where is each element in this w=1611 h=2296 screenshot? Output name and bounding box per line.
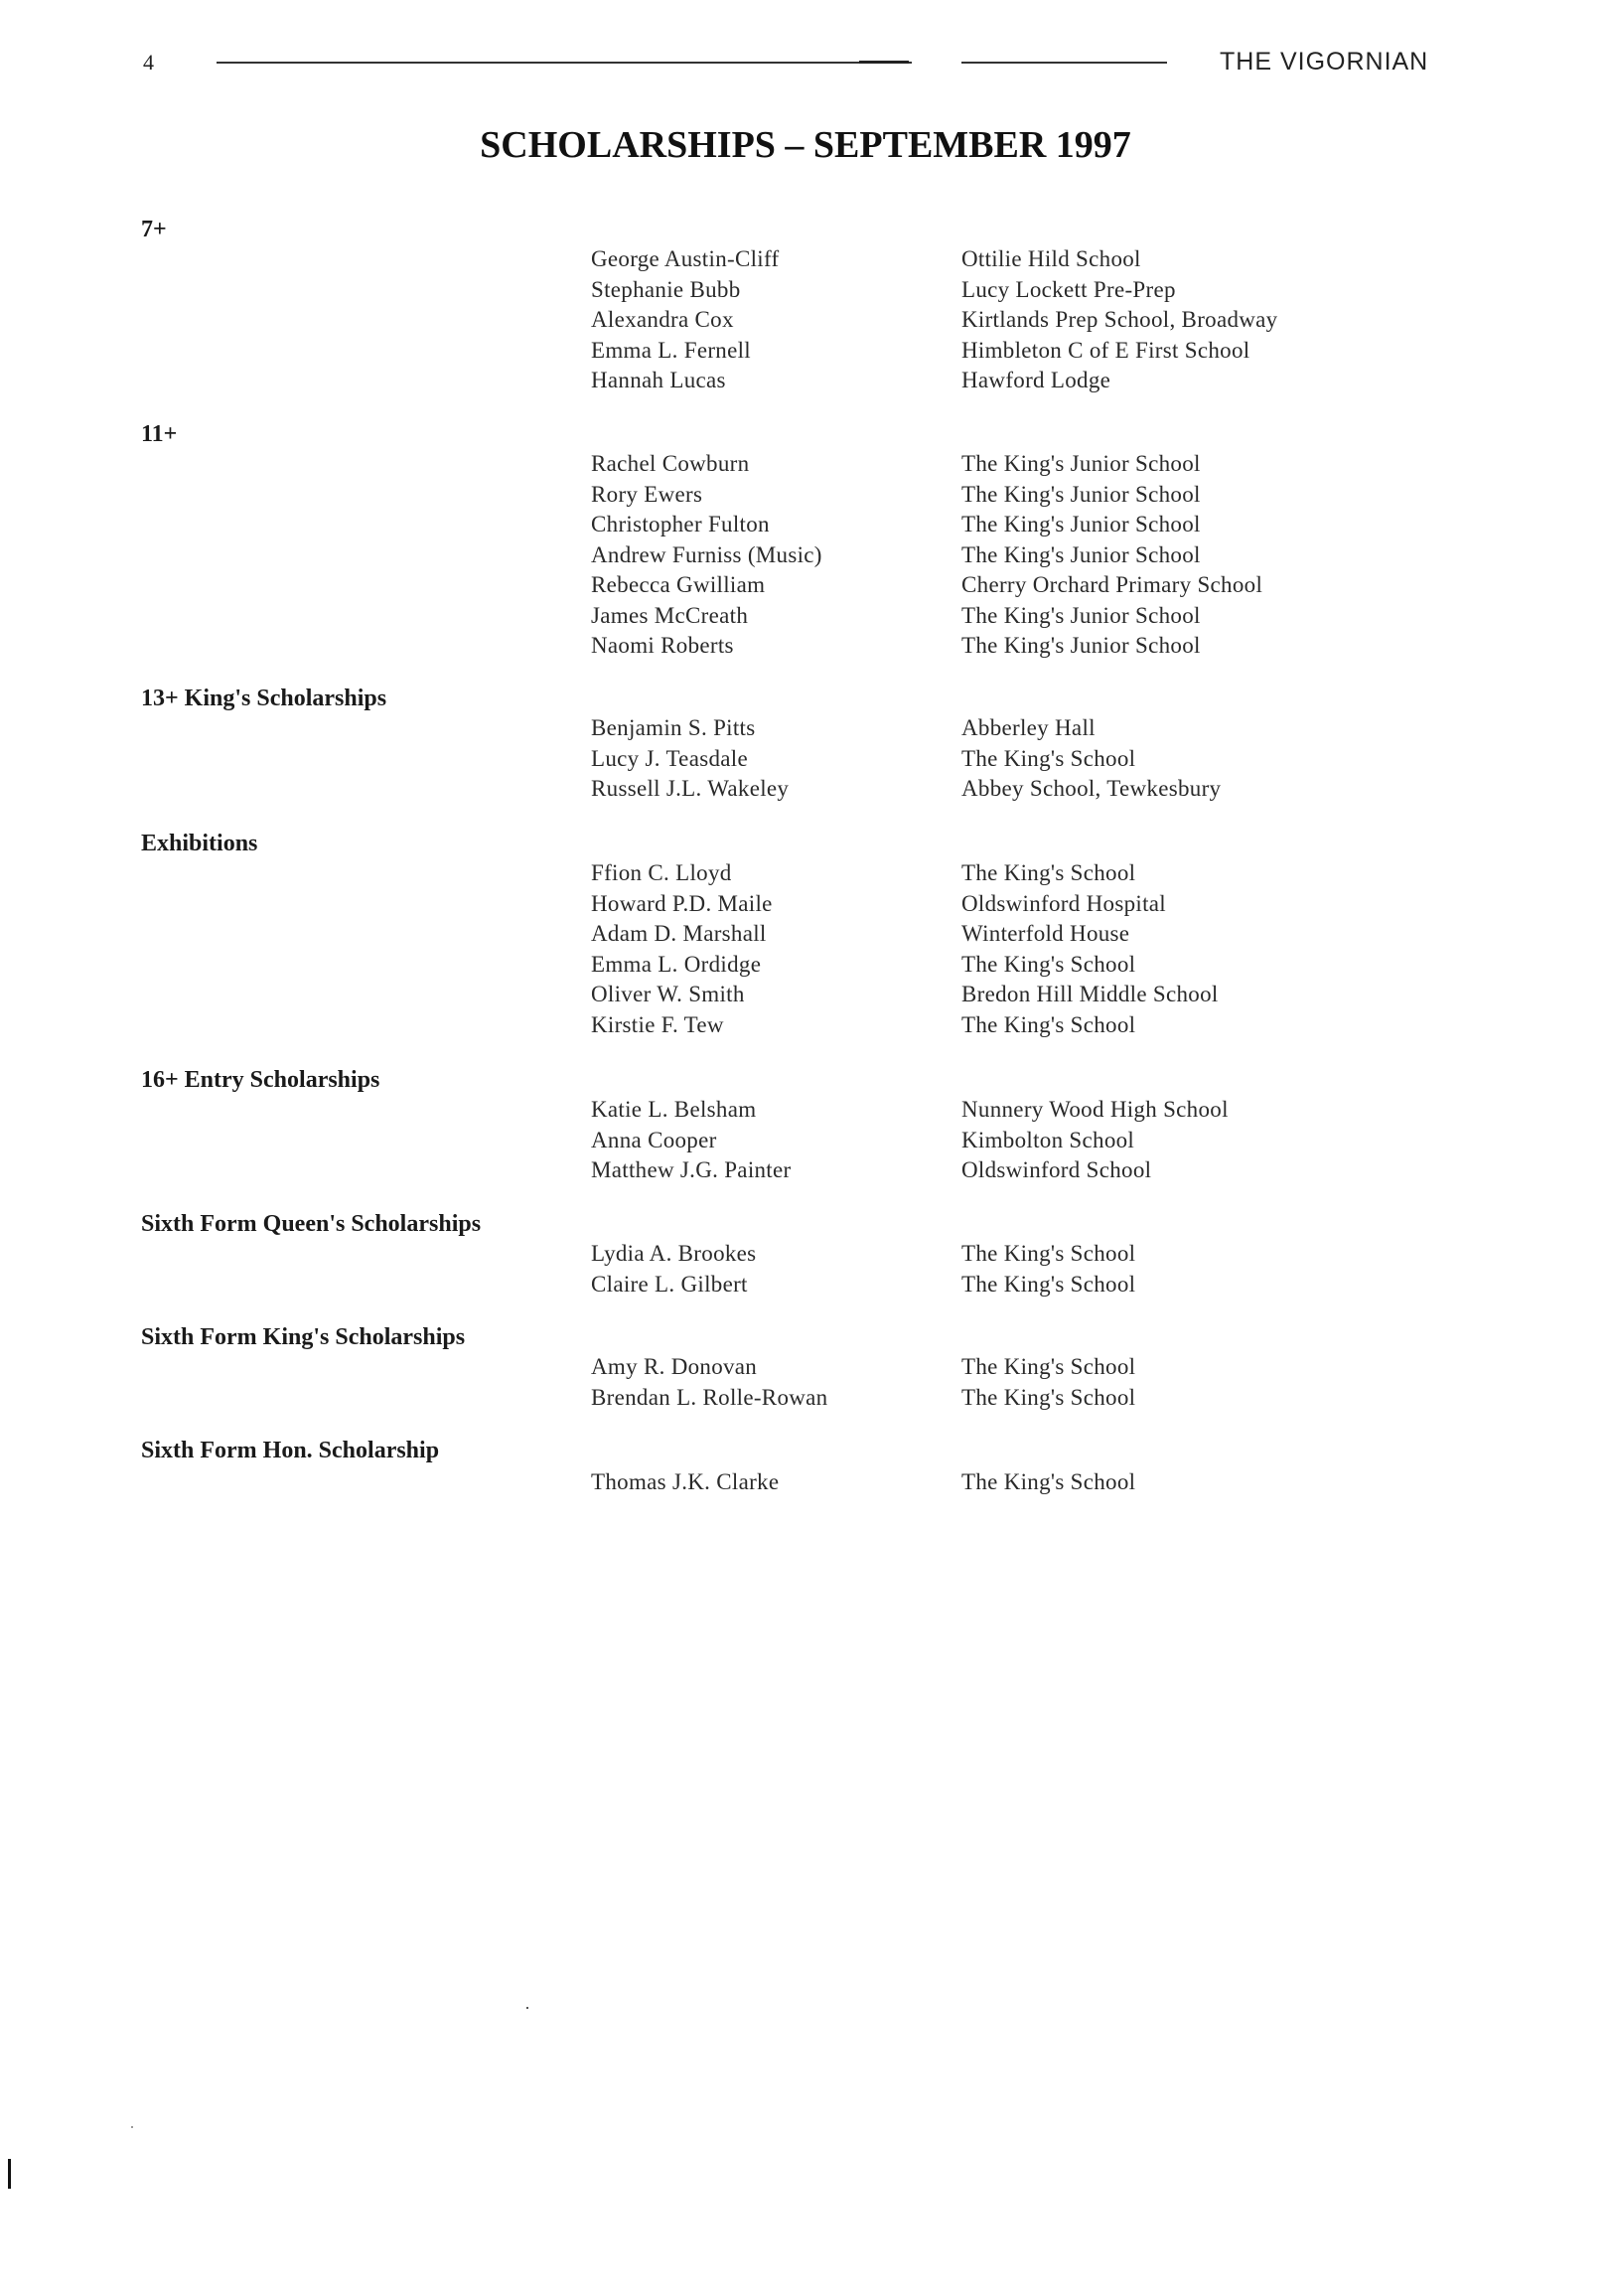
list-item [0, 246, 1611, 277]
scholar-name: Emma L. Ordidge [591, 951, 762, 977]
scholar-name: Amy R. Donovan [591, 1354, 758, 1379]
previous-school: Bredon Hill Middle School [961, 982, 1219, 1006]
list-item [0, 952, 1611, 983]
scholar-name: Lucy J. Teasdale [591, 745, 748, 771]
page-title: SCHOLARSHIPS – SEPTEMBER 1997 [480, 124, 1131, 166]
scholar-name: Kirstie F. Tew [591, 1011, 724, 1037]
previous-school: Ottilie Hild School [961, 246, 1141, 271]
list-item [0, 1272, 1611, 1302]
previous-school: The King's Junior School [961, 451, 1201, 476]
previous-school: The King's Junior School [961, 512, 1201, 536]
list-item [0, 776, 1611, 807]
section-heading: 7+ [141, 217, 167, 242]
entry-list [0, 451, 1611, 664]
previous-school: The King's School [961, 1384, 1136, 1410]
list-item [0, 860, 1611, 891]
list-item [0, 921, 1611, 952]
list-item [0, 307, 1611, 338]
previous-school: The King's Junior School [961, 541, 1201, 567]
previous-school: The King's Junior School [961, 633, 1201, 658]
scan-speck [131, 2126, 133, 2128]
scholar-name: Claire L. Gilbert [591, 1271, 748, 1297]
list-item [0, 603, 1611, 634]
scholar-name: Lydia A. Brookes [591, 1241, 757, 1266]
previous-school: The King's School [961, 1469, 1136, 1494]
list-item [0, 633, 1611, 664]
list-item [0, 746, 1611, 777]
scholar-name: Hannah Lucas [591, 368, 726, 392]
scholar-name: Howard P.D. Maile [591, 890, 773, 916]
list-item [0, 512, 1611, 542]
list-item [0, 715, 1611, 746]
scholar-name: Rebecca Gwilliam [591, 572, 766, 597]
previous-school: Nunnery Wood High School [961, 1097, 1229, 1122]
section-heading: Sixth Form Hon. Scholarship [141, 1438, 440, 1463]
list-item [0, 1097, 1611, 1128]
scholar-name: Rory Ewers [591, 481, 703, 507]
header-rule-accent [859, 61, 909, 64]
previous-school: The King's School [961, 1271, 1136, 1297]
list-item [0, 1385, 1611, 1416]
section-heading: Sixth Form King's Scholarships [141, 1324, 466, 1350]
scholar-name: Ffion C. Lloyd [591, 860, 732, 885]
previous-school: Himbleton C of E First School [961, 337, 1250, 363]
scholar-name: Katie L. Belsham [591, 1097, 757, 1122]
list-item [0, 1157, 1611, 1188]
previous-school: Kimbolton School [961, 1127, 1135, 1152]
list-item [0, 277, 1611, 308]
list-item [0, 1241, 1611, 1272]
scholar-name: George Austin-Cliff [591, 246, 780, 271]
scholar-name: Brendan L. Rolle-Rowan [591, 1384, 828, 1410]
list-item [0, 1012, 1611, 1043]
entry-list [0, 860, 1611, 1042]
previous-school: The King's School [961, 860, 1136, 885]
scholar-name: Russell J.L. Wakeley [591, 776, 790, 801]
section-heading: 13+ King's Scholarships [141, 686, 387, 711]
list-item [0, 572, 1611, 603]
scholar-name: Christopher Fulton [591, 512, 770, 536]
scholar-name: Anna Cooper [591, 1127, 717, 1152]
scholar-name: Stephanie Bubb [591, 276, 741, 302]
scholar-name: Naomi Roberts [591, 633, 734, 658]
entry-list [0, 1469, 1611, 1500]
previous-school: The King's Junior School [961, 602, 1201, 628]
previous-school: The King's School [961, 1354, 1136, 1379]
scholar-name: Alexandra Cox [591, 307, 734, 332]
section-heading: 11+ [141, 421, 178, 447]
previous-school: Abbey School, Tewkesbury [961, 776, 1222, 801]
previous-school: Oldswinford Hospital [961, 890, 1166, 916]
list-item [0, 982, 1611, 1012]
section-heading: Sixth Form Queen's Scholarships [141, 1211, 482, 1237]
list-item [0, 1128, 1611, 1158]
scholar-name: Rachel Cowburn [591, 451, 750, 476]
entry-list [0, 1097, 1611, 1188]
previous-school: The King's Junior School [961, 481, 1201, 507]
page-number: 4 [143, 50, 154, 75]
list-item [0, 338, 1611, 369]
list-item [0, 451, 1611, 482]
previous-school: Hawford Lodge [961, 368, 1111, 392]
header-rule [217, 62, 1167, 64]
previous-school: Oldswinford School [961, 1157, 1152, 1182]
list-item [0, 1469, 1611, 1500]
entry-list [0, 1354, 1611, 1415]
scholar-name: Benjamin S. Pitts [591, 715, 756, 740]
scholar-name: Emma L. Fernell [591, 337, 751, 363]
journal-title: THE VIGORNIAN [1220, 48, 1429, 76]
scholar-name: Thomas J.K. Clarke [591, 1469, 780, 1494]
previous-school: The King's School [961, 745, 1136, 771]
previous-school: Lucy Lockett Pre-Prep [961, 276, 1176, 302]
list-item [0, 542, 1611, 573]
previous-school: The King's School [961, 951, 1136, 977]
scholar-name: Matthew J.G. Painter [591, 1157, 792, 1182]
list-item [0, 368, 1611, 398]
scholar-name: Adam D. Marshall [591, 921, 767, 946]
entry-list [0, 246, 1611, 398]
section-heading: Exhibitions [141, 831, 258, 856]
scholar-name: Oliver W. Smith [591, 982, 745, 1006]
previous-school: Winterfold House [961, 921, 1130, 946]
scan-speck [526, 2007, 528, 2009]
previous-school: Kirtlands Prep School, Broadway [961, 307, 1278, 332]
margin-mark [8, 2159, 11, 2189]
list-item [0, 1354, 1611, 1385]
list-item [0, 482, 1611, 513]
entry-list [0, 715, 1611, 807]
list-item [0, 891, 1611, 922]
scholar-name: Andrew Furniss (Music) [591, 541, 822, 567]
previous-school: Cherry Orchard Primary School [961, 572, 1263, 597]
header-rule-gap [912, 60, 961, 66]
scholar-name: James McCreath [591, 602, 749, 628]
section-heading: 16+ Entry Scholarships [141, 1067, 380, 1093]
previous-school: The King's School [961, 1241, 1136, 1266]
previous-school: Abberley Hall [961, 715, 1096, 740]
previous-school: The King's School [961, 1011, 1136, 1037]
entry-list [0, 1241, 1611, 1301]
